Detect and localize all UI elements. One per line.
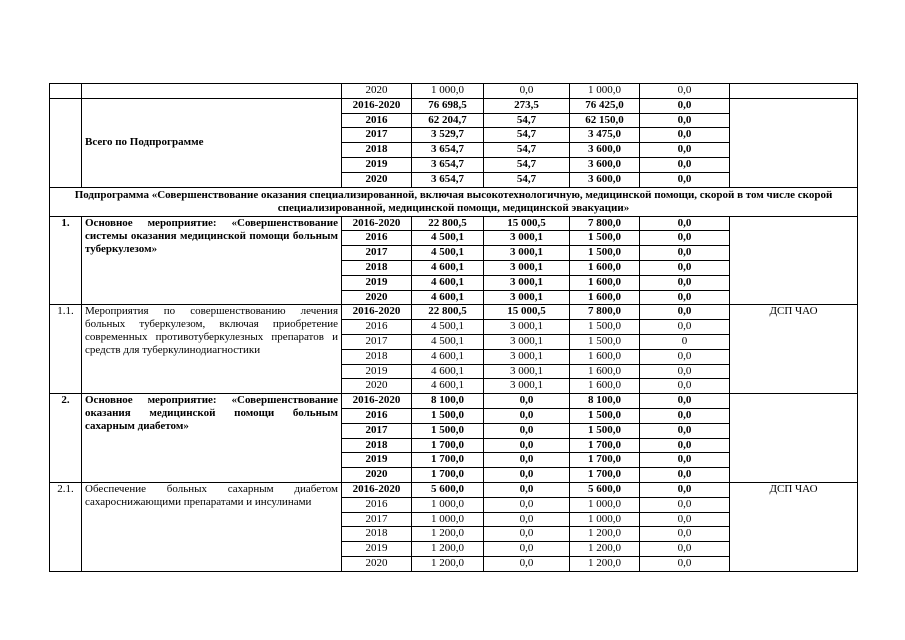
year-cell: 2017 [342, 334, 412, 349]
year-cell: 2017 [342, 128, 412, 143]
source-3-cell: 0,0 [640, 453, 730, 468]
executor-cell [730, 98, 858, 187]
source-3-cell: 0,0 [640, 438, 730, 453]
index-cell [50, 84, 82, 99]
source-2-cell: 3 600,0 [570, 172, 640, 187]
source-2-cell: 1 500,0 [570, 423, 640, 438]
table-row [50, 482, 858, 497]
total-cell: 3 529,7 [412, 128, 484, 143]
total-cell: 8 100,0 [412, 394, 484, 409]
subprogram-heading: Подпрограмма «Совершенствование оказания специализированной, включая высокотехнологичную, медицинской помощи, скорой в том числе скорой специализированной, медицинской помощи, медицинской эвакуации» [50, 187, 858, 216]
source-2-cell: 1 600,0 [570, 275, 640, 290]
source-2-cell: 1 000,0 [570, 497, 640, 512]
year-cell: 2016-2020 [342, 98, 412, 113]
source-2-cell: 1 500,0 [570, 231, 640, 246]
total-cell: 1 200,0 [412, 556, 484, 571]
source-2-cell: 1 200,0 [570, 542, 640, 557]
index-cell [50, 98, 82, 187]
total-cell: 4 600,1 [412, 349, 484, 364]
source-2-cell: 1 200,0 [570, 556, 640, 571]
source-1-cell: 0,0 [484, 394, 570, 409]
source-2-cell: 1 200,0 [570, 527, 640, 542]
total-cell: 3 654,7 [412, 157, 484, 172]
source-1-cell: 54,7 [484, 143, 570, 158]
total-cell: 1 500,0 [412, 423, 484, 438]
source-2-cell: 7 800,0 [570, 216, 640, 231]
source-2-cell: 62 150,0 [570, 113, 640, 128]
item-number: 1.1. [50, 305, 82, 394]
total-cell: 4 600,1 [412, 364, 484, 379]
source-2-cell: 1 600,0 [570, 260, 640, 275]
source-1-cell: 273,5 [484, 98, 570, 113]
source-1-cell: 3 000,1 [484, 379, 570, 394]
executor-cell [730, 394, 858, 483]
source-3-cell: 0,0 [640, 364, 730, 379]
total-cell: 22 800,5 [412, 216, 484, 231]
source-3-cell: 0,0 [640, 157, 730, 172]
source-1-cell: 54,7 [484, 113, 570, 128]
source-3-cell: 0,0 [640, 423, 730, 438]
total-cell: 3 654,7 [412, 172, 484, 187]
source-1-cell: 0,0 [484, 482, 570, 497]
source-1-cell: 0,0 [484, 497, 570, 512]
total-cell: 4 500,1 [412, 334, 484, 349]
label-cell [82, 84, 342, 99]
total-cell: 4 500,1 [412, 231, 484, 246]
total-cell: 1 200,0 [412, 527, 484, 542]
year-cell: 2018 [342, 527, 412, 542]
source-1-cell: 3 000,1 [484, 246, 570, 261]
table-row [50, 98, 858, 113]
executor-cell [730, 216, 858, 305]
source-2-cell: 1 600,0 [570, 364, 640, 379]
source-1-cell: 0,0 [484, 84, 570, 99]
table-row [50, 216, 858, 231]
source-1-cell: 54,7 [484, 172, 570, 187]
total-cell: 1 000,0 [412, 512, 484, 527]
source-1-cell: 0,0 [484, 542, 570, 557]
source-1-cell: 0,0 [484, 438, 570, 453]
source-2-cell: 1 000,0 [570, 84, 640, 99]
source-2-cell: 1 500,0 [570, 408, 640, 423]
executor-cell: ДСП ЧАО [730, 482, 858, 571]
source-1-cell: 3 000,1 [484, 231, 570, 246]
source-1-cell: 3 000,1 [484, 290, 570, 305]
total-cell: 1 000,0 [412, 497, 484, 512]
source-3-cell: 0,0 [640, 320, 730, 335]
source-2-cell: 1 000,0 [570, 512, 640, 527]
year-cell: 2019 [342, 364, 412, 379]
source-2-cell: 1 700,0 [570, 453, 640, 468]
source-1-cell: 3 000,1 [484, 320, 570, 335]
source-3-cell: 0,0 [640, 482, 730, 497]
year-cell: 2020 [342, 84, 412, 99]
source-3-cell: 0,0 [640, 497, 730, 512]
source-3-cell: 0,0 [640, 542, 730, 557]
total-cell: 4 500,1 [412, 246, 484, 261]
year-cell: 2016 [342, 231, 412, 246]
source-2-cell: 1 700,0 [570, 438, 640, 453]
item-number: 2.1. [50, 482, 82, 571]
total-cell: 1 000,0 [412, 84, 484, 99]
source-3-cell: 0,0 [640, 143, 730, 158]
source-2-cell: 1 500,0 [570, 320, 640, 335]
year-cell: 2020 [342, 468, 412, 483]
source-1-cell: 0,0 [484, 423, 570, 438]
year-cell: 2018 [342, 260, 412, 275]
source-1-cell: 15 000,5 [484, 216, 570, 231]
source-3-cell: 0,0 [640, 246, 730, 261]
year-cell: 2018 [342, 349, 412, 364]
total-cell: 4 600,1 [412, 290, 484, 305]
source-3-cell: 0,0 [640, 394, 730, 409]
year-cell: 2016 [342, 408, 412, 423]
source-3-cell: 0,0 [640, 231, 730, 246]
source-3-cell: 0,0 [640, 556, 730, 571]
source-3-cell: 0,0 [640, 290, 730, 305]
year-cell: 2019 [342, 453, 412, 468]
source-1-cell: 0,0 [484, 408, 570, 423]
table-row [50, 394, 858, 409]
table-row [50, 84, 858, 99]
year-cell: 2020 [342, 290, 412, 305]
year-cell: 2016-2020 [342, 305, 412, 320]
source-3-cell: 0,0 [640, 408, 730, 423]
total-cell: 1 700,0 [412, 453, 484, 468]
source-2-cell: 5 600,0 [570, 482, 640, 497]
source-1-cell: 54,7 [484, 128, 570, 143]
year-cell: 2017 [342, 246, 412, 261]
source-3-cell: 0,0 [640, 349, 730, 364]
source-3-cell: 0,0 [640, 260, 730, 275]
source-2-cell: 1 700,0 [570, 468, 640, 483]
year-cell: 2016-2020 [342, 394, 412, 409]
executor-cell [730, 84, 858, 99]
source-2-cell: 8 100,0 [570, 394, 640, 409]
source-2-cell: 3 600,0 [570, 157, 640, 172]
total-cell: 22 800,5 [412, 305, 484, 320]
total-cell: 76 698,5 [412, 98, 484, 113]
year-cell: 2017 [342, 512, 412, 527]
total-cell: 4 600,1 [412, 260, 484, 275]
total-cell: 1 200,0 [412, 542, 484, 557]
source-2-cell: 1 500,0 [570, 334, 640, 349]
year-cell: 2016 [342, 113, 412, 128]
source-2-cell: 1 600,0 [570, 290, 640, 305]
year-cell: 2016-2020 [342, 482, 412, 497]
source-3-cell: 0,0 [640, 275, 730, 290]
total-cell: 62 204,7 [412, 113, 484, 128]
source-1-cell: 3 000,1 [484, 260, 570, 275]
source-3-cell: 0,0 [640, 98, 730, 113]
source-1-cell: 54,7 [484, 157, 570, 172]
source-1-cell: 3 000,1 [484, 334, 570, 349]
total-cell: 5 600,0 [412, 482, 484, 497]
source-3-cell: 0,0 [640, 512, 730, 527]
year-cell: 2020 [342, 379, 412, 394]
source-3-cell: 0,0 [640, 305, 730, 320]
source-2-cell: 76 425,0 [570, 98, 640, 113]
measure-description: Обеспечение больных сахарным диабетом сахароснижающими препаратами и инсулинами [82, 482, 342, 571]
year-cell: 2018 [342, 438, 412, 453]
item-number: 1. [50, 216, 82, 305]
measure-description: Мероприятия по совершенствованию лечения больных туберкулезом, включая приобретение современных противотуберкулезных препаратов и средств для туберкулинодиагностики [82, 305, 342, 394]
total-cell: 4 600,1 [412, 275, 484, 290]
source-1-cell: 0,0 [484, 527, 570, 542]
total-cell: 1 700,0 [412, 438, 484, 453]
source-1-cell: 0,0 [484, 512, 570, 527]
source-1-cell: 15 000,5 [484, 305, 570, 320]
total-cell: 4 500,1 [412, 320, 484, 335]
source-1-cell: 0,0 [484, 556, 570, 571]
year-cell: 2019 [342, 275, 412, 290]
budget-table [49, 83, 858, 572]
item-number: 2. [50, 394, 82, 483]
source-3-cell: 0,0 [640, 216, 730, 231]
year-cell: 2019 [342, 157, 412, 172]
source-3-cell: 0,0 [640, 527, 730, 542]
source-3-cell: 0 [640, 334, 730, 349]
year-cell: 2018 [342, 143, 412, 158]
source-1-cell: 0,0 [484, 453, 570, 468]
source-3-cell: 0,0 [640, 113, 730, 128]
executor-cell: ДСП ЧАО [730, 305, 858, 394]
total-cell: 1 500,0 [412, 408, 484, 423]
source-1-cell: 0,0 [484, 468, 570, 483]
source-1-cell: 3 000,1 [484, 364, 570, 379]
year-cell: 2016 [342, 320, 412, 335]
total-cell: 4 600,1 [412, 379, 484, 394]
measure-description: Основное мероприятие: «Совершенствование системы оказания медицинской помощи больным туберкулезом» [82, 216, 342, 305]
year-cell: 2016-2020 [342, 216, 412, 231]
source-1-cell: 3 000,1 [484, 349, 570, 364]
source-2-cell: 3 600,0 [570, 143, 640, 158]
source-2-cell: 7 800,0 [570, 305, 640, 320]
source-3-cell: 0,0 [640, 84, 730, 99]
source-3-cell: 0,0 [640, 468, 730, 483]
source-2-cell: 3 475,0 [570, 128, 640, 143]
subprogram-heading-row [50, 187, 858, 216]
total-cell: 3 654,7 [412, 143, 484, 158]
measure-description: Основное мероприятие: «Совершенствование оказания медицинской помощи больным сахарным диабетом» [82, 394, 342, 483]
total-label: Всего по Подпрограмме [82, 98, 342, 187]
table-row [50, 305, 858, 320]
source-3-cell: 0,0 [640, 379, 730, 394]
source-3-cell: 0,0 [640, 128, 730, 143]
source-2-cell: 1 500,0 [570, 246, 640, 261]
year-cell: 2020 [342, 172, 412, 187]
source-3-cell: 0,0 [640, 172, 730, 187]
total-cell: 1 700,0 [412, 468, 484, 483]
source-2-cell: 1 600,0 [570, 349, 640, 364]
year-cell: 2019 [342, 542, 412, 557]
year-cell: 2016 [342, 497, 412, 512]
year-cell: 2017 [342, 423, 412, 438]
year-cell: 2020 [342, 556, 412, 571]
source-1-cell: 3 000,1 [484, 275, 570, 290]
source-2-cell: 1 600,0 [570, 379, 640, 394]
